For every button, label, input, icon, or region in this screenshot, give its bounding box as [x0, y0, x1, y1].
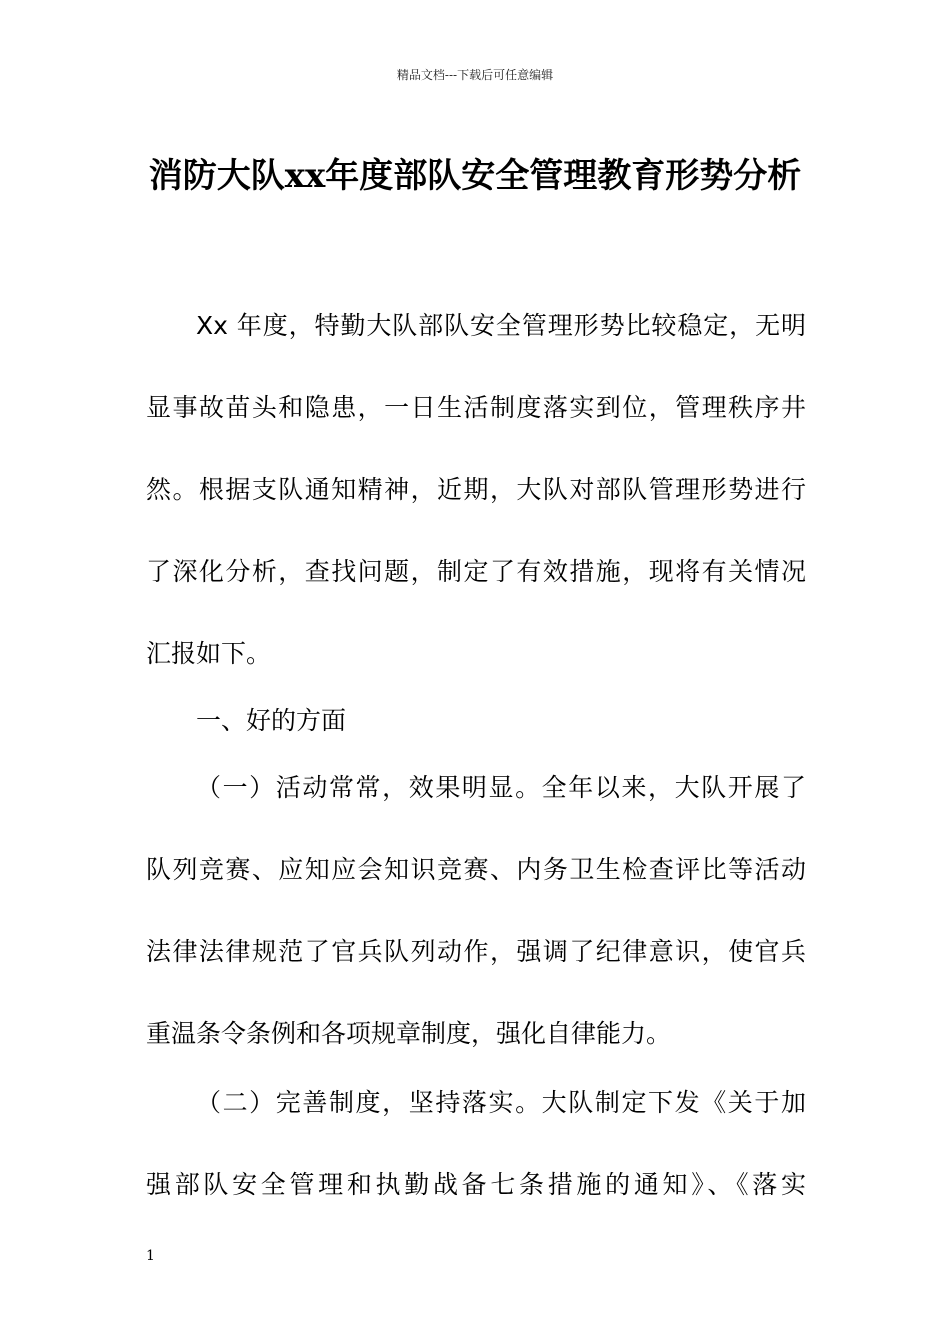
body-line: 然。根据支队通知精神，近期，大队对部队管理形势进行	[146, 475, 806, 504]
body-line: 显事故苗头和隐患，一日生活制度落实到位，管理秩序井	[146, 393, 806, 422]
body-line: （一）活动常常，效果明显。全年以来，大队开展了	[196, 773, 806, 802]
body-line: （二）完善制度，坚持落实。大队制定下发《关于加	[196, 1088, 806, 1117]
document-title: 消防大队xx年度部队安全管理教育形势分析	[148, 156, 802, 196]
document-header: 精品文档---下载后可任意编辑	[396, 68, 554, 82]
body-line: 强部队安全管理和执勤战备七条措施的通知》、《落实	[146, 1170, 806, 1199]
section-heading: 一、好的方面	[196, 706, 347, 735]
body-line: 法律法律规范了官兵队列动作，强调了纪律意识，使官兵	[146, 937, 806, 966]
body-line: 重温条令条例和各项规章制度，强化自律能力。	[146, 1019, 672, 1048]
body-line: Xx 年度，特勤大队部队安全管理形势比较稳定，无明	[196, 311, 806, 340]
page-number: 1	[146, 1248, 155, 1264]
body-line: 汇报如下。	[146, 639, 272, 668]
body-line: 了深化分析，查找问题，制定了有效措施，现将有关情况	[146, 557, 806, 586]
body-line: 队列竞赛、应知应会知识竞赛、内务卫生检查评比等活动	[146, 855, 806, 884]
